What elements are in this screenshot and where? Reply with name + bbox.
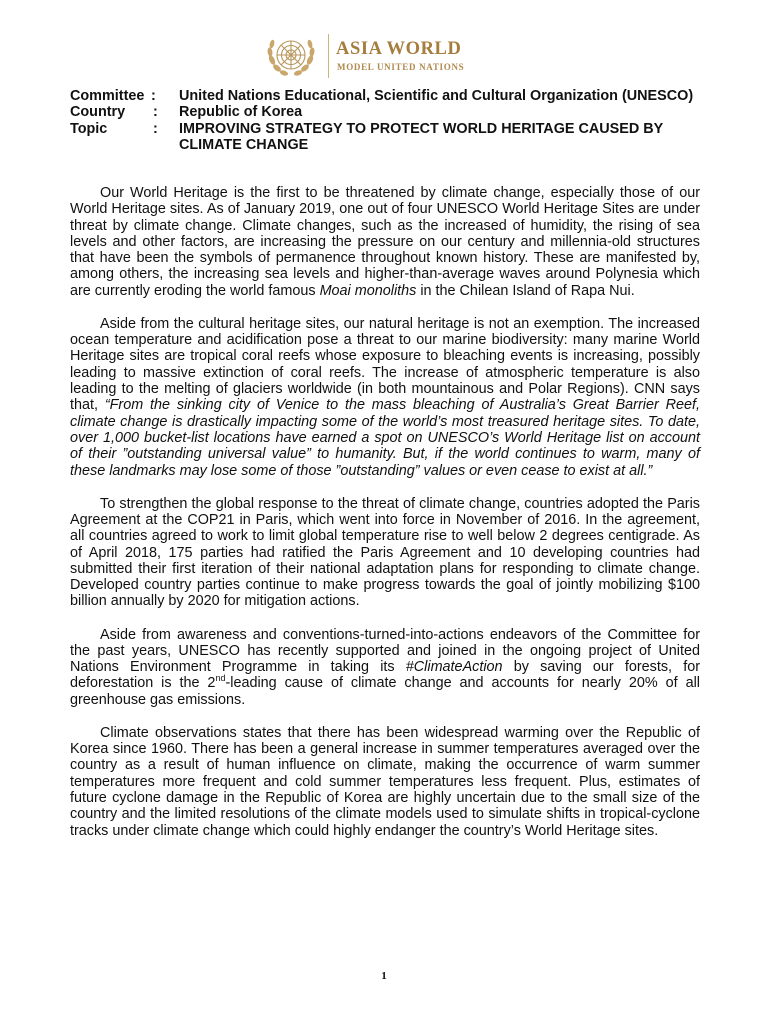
page-number: 1: [381, 970, 387, 982]
paragraph-2: [70, 316, 700, 479]
committee-value: United Nations Educational, Scientific and Cultural Organization (UNESCO): [179, 88, 694, 104]
paragraph-3: [70, 496, 700, 610]
document-body: [70, 185, 700, 856]
paragraph-4: [70, 627, 700, 708]
committee-row: [70, 88, 710, 104]
asia-world-mun-logo: [264, 30, 480, 82]
country-value: Republic of Korea: [179, 104, 303, 121]
paragraph-5: [70, 725, 700, 839]
country-label: Country: [70, 104, 126, 121]
moai-monoliths-emphasis: Moai monoliths: [319, 282, 417, 299]
paragraph-2-text: Aside from the cultural heritage sites, our natural heritage is not an exemption. The increased ocean temperature and acidification pose a threat to our marine biodiversity: many marine World Heritage sites are tropical coral reefs whose exposure to bleaching events is increasing, possibly leading to massive extinction of coral reefs. The increase of atmospheric temperature is also leading to the melting of glaciers worldwide (in both mountainous and Polar Regions). CNN says that,: [70, 315, 700, 414]
logo-divider: [328, 34, 329, 78]
logo-title: ASIA WORLD: [336, 39, 462, 59]
country-row: [70, 104, 710, 120]
paragraph-4-text-a: Aside from awareness and conventions-turned-into-actions endeavors of the Committee for the past years, UNESCO has recently supported and joined in the ongoing project of United Nations Environment Programme in taking its: [70, 626, 700, 676]
committee-label: Committee: [70, 88, 145, 104]
un-globe-laurel-icon: [264, 30, 318, 82]
document-header: [70, 88, 710, 153]
logo-subtitle: MODEL UNITED NATIONS: [337, 62, 465, 72]
committee-colon: :: [151, 88, 156, 104]
climate-action-hashtag: #ClimateAction: [405, 659, 503, 676]
topic-value: IMPROVING STRATEGY TO PROTECT WORLD HERITAGE CAUSED BY CLIMATE CHANGE: [179, 120, 663, 153]
paragraph-5-text: Climate observations states that there has been widespread warming over the Republic of Korea since 1960. There has been a general increase in summer temperatures averaged over the country as a result of human influence on climate, making the occurrence of warm summer temperatures more frequent and cold summer temperatures less frequent. Plus, estimates of future cyclone damage in the Republic of Korea are highly uncertain due to the small size of the country and the limited resolutions of the climate models used to simulate shifts in tropical-cyclone tracks under climate change which could highly endanger the country’s World Heritage sites.: [70, 724, 700, 839]
paragraph-1-text-a: Our World Heritage is the first to be threatened by climate change, especially those of our World Heritage sites. As of January 2019, one out of four UNESCO World Heritage Sites are under threat by climate change. Climate changes, such as the increased of humidity, the rising of sea levels and other factors, are increasing the pressure on our century and millennia-old structures that have been the symbols of permanence throughout known history. These are manifested by, among others, the increasing sea levels and higher-than-average waves around Polynesia which are currently eroding the world famous: [70, 185, 700, 299]
paragraph-4-text-c: -leading cause of climate change and accounts for nearly 20% of all greenhouse gas emissions.: [70, 675, 700, 708]
paragraph-3-text: To strengthen the global response to the threat of climate change, countries adopted the Paris Agreement at the COP21 in Paris, which went into force in November of 2016. In the agreement, all countries agreed to work to limit global temperature rise to well below 2 degrees centigrade. As of April 2018, 175 parties had ratified the Paris Agreement and 10 developing countries had submitted their first iteration of their national adaptation plans for responding to climate change. Developed country parties continue to make progress towards the goal of jointly mobilizing $100 billion annually by 2020 for mitigation actions.: [70, 495, 700, 610]
ordinal-superscript: nd: [215, 673, 226, 684]
paragraph-1: [70, 185, 700, 299]
topic-colon: :: [153, 120, 158, 137]
topic-row: [70, 121, 710, 154]
paragraph-4-text-b: by saving our forests, for deforestation is the 2: [70, 659, 700, 692]
topic-label: Topic: [70, 120, 108, 137]
cnn-quote: “From the sinking city of Venice to the mass bleaching of Australia’s Great Barrier Reef, climate change is drastically impacting some of the world’s most treasured heritage sites. To date, over 1,000 bucket-list locations have earned a spot on UNESCO’s World Heritage list on account of their ”outstanding universal value” to humanity. But, if the world continues to warm, many of these landmarks may lose some of those ”outstanding” values or even cease to exist at all.”: [70, 397, 700, 479]
paragraph-1-text-b: in the Chilean Island of Rapa Nui.: [416, 282, 635, 299]
country-colon: :: [153, 104, 158, 121]
